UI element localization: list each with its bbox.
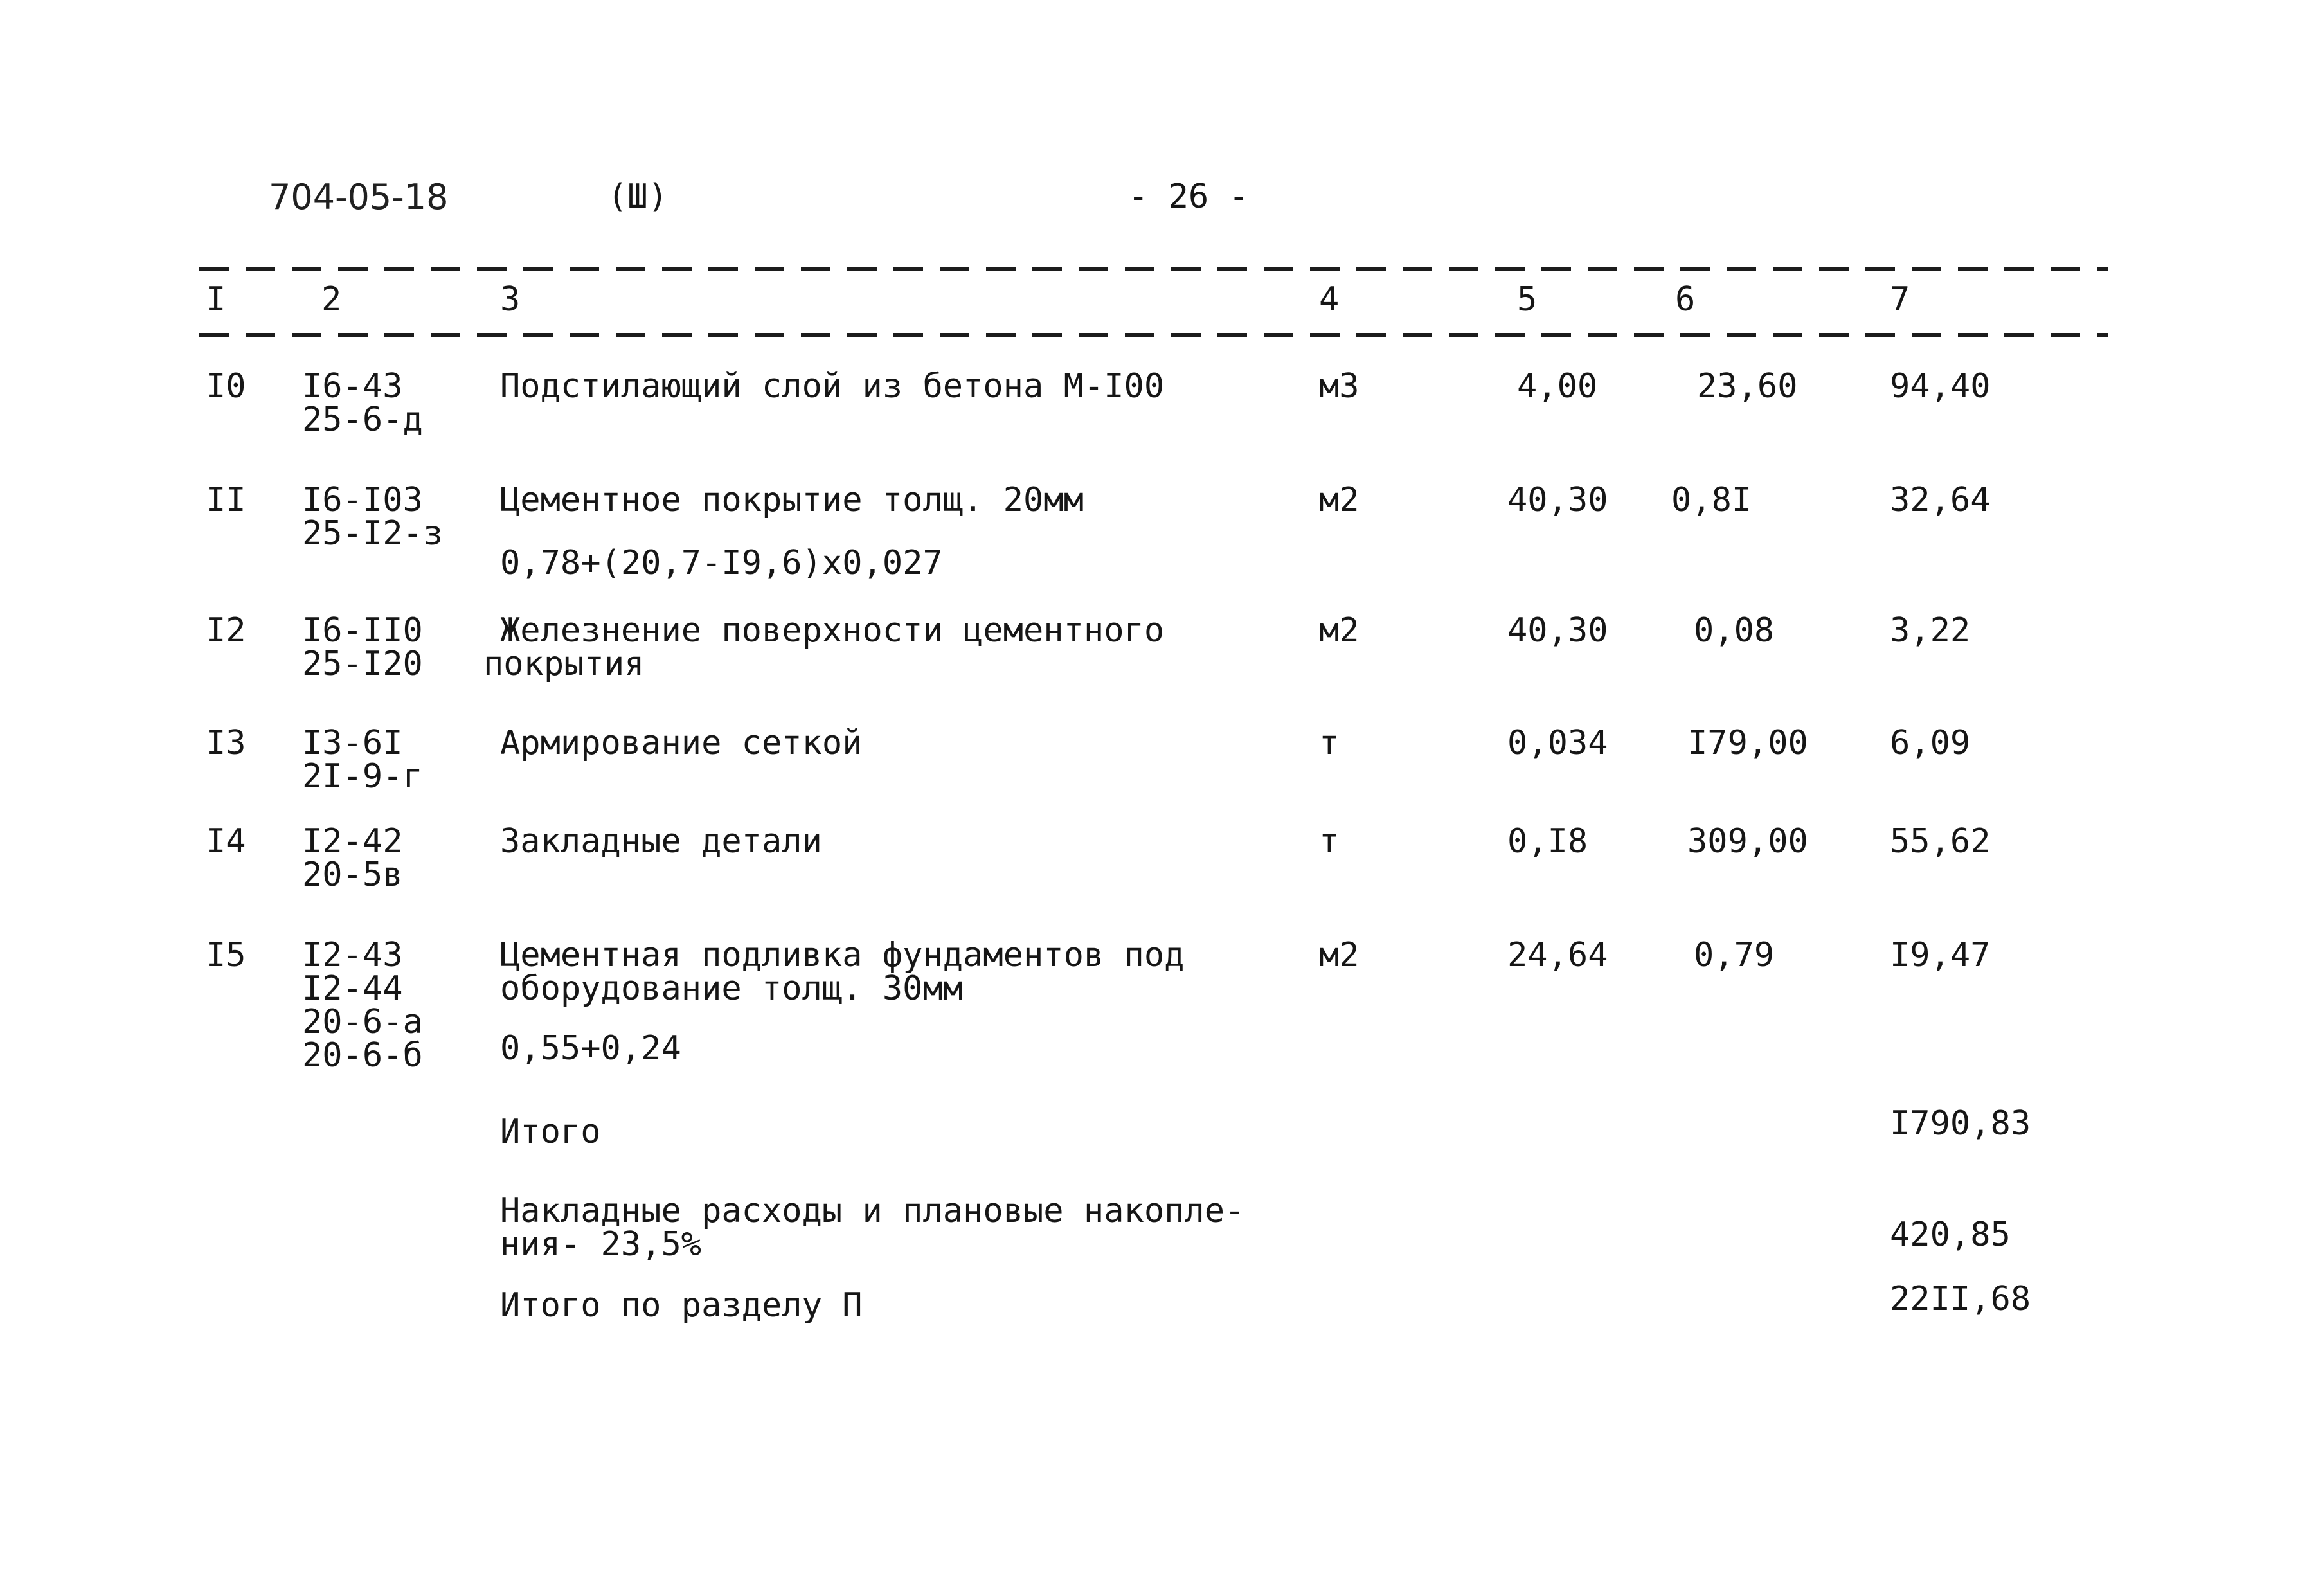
unit: м3 (1319, 367, 1360, 406)
work-description (500, 938, 1304, 1009)
section-total-label: Итого по разделу П (500, 1286, 863, 1325)
row-number: I3 (206, 724, 246, 762)
overhead-value: 420,85 (1890, 1215, 2011, 1254)
unit-price: 0,79 (1694, 936, 1775, 974)
norm-code-line: 2I-9-г (302, 757, 423, 796)
quantity: 40,30 (1507, 611, 1608, 650)
quantity: 24,64 (1507, 936, 1608, 974)
column-header-6: 6 (1675, 280, 1696, 319)
norm-code-line: I3-6I (302, 724, 403, 762)
unit: т (1319, 724, 1340, 762)
work-description: Подстилающий слой из бетона М-I00 (500, 367, 1165, 406)
unit: м2 (1319, 481, 1360, 519)
document-code: 704-05-18 (269, 177, 449, 217)
total-cost: 6,09 (1890, 724, 1971, 762)
norm-code (302, 367, 495, 440)
overhead-label-line: Накладные расходы и плановые накопле- (500, 1192, 1245, 1230)
norm-code (302, 822, 495, 895)
price-calculation: 0,78+(20,7-I9,6)х0,027 (500, 544, 943, 582)
norm-code-line: I6-I03 (302, 481, 423, 519)
unit-price: 23,60 (1697, 367, 1798, 406)
quantity: 0,I8 (1507, 822, 1588, 861)
norm-code-line: I2-43 (302, 936, 403, 974)
norm-code (302, 726, 495, 797)
total-cost: I9,47 (1890, 936, 1991, 974)
unit-price: 309,00 (1687, 822, 1808, 861)
unit-price: 0,8I (1671, 481, 1752, 519)
work-description: Армирование сеткой (500, 724, 863, 762)
work-description-line: покрытия (483, 645, 645, 683)
unit: м2 (1319, 936, 1360, 974)
norm-code (302, 938, 495, 1077)
quantity: 4,00 (1517, 367, 1598, 406)
quantity: 0,034 (1507, 724, 1608, 762)
unit: м2 (1319, 611, 1360, 650)
row-number: I0 (206, 367, 246, 406)
row-number: I5 (206, 936, 246, 974)
work-description-line: Железнение поверхности цементного (500, 611, 1165, 650)
work-description (483, 611, 1287, 685)
total-cost: 3,22 (1890, 611, 1971, 650)
unit-price: I79,00 (1687, 724, 1808, 762)
total-cost: 94,40 (1890, 367, 1991, 406)
norm-code-line: I2-42 (302, 822, 403, 861)
column-header-1: I (206, 280, 226, 319)
table-header-bottom-rule (199, 333, 2108, 337)
norm-code (302, 483, 495, 554)
section-total-value: 22II,68 (1890, 1280, 2031, 1318)
row-number: I4 (206, 822, 246, 861)
work-description: Закладные детали (500, 822, 822, 861)
column-header-7: 7 (1890, 280, 1910, 319)
norm-code-line: I2-44 (302, 969, 403, 1008)
norm-code-line: 20-6-б (302, 1036, 423, 1075)
subtotal-value: I790,83 (1890, 1104, 2031, 1143)
total-cost: 55,62 (1890, 822, 1991, 861)
total-cost: 32,64 (1890, 481, 1991, 519)
norm-code-line: I6-43 (302, 367, 403, 406)
row-number: II (206, 481, 246, 519)
norm-code-line: 25-I20 (302, 645, 423, 683)
quantity: 40,30 (1507, 481, 1608, 519)
part-number: (Ш) (607, 177, 668, 216)
column-header-2: 2 (321, 280, 342, 319)
unit-price: 0,08 (1694, 611, 1775, 650)
table-header-top-rule (199, 267, 2108, 271)
norm-code (302, 611, 495, 685)
overhead-label-line: ния- 23,5% (500, 1225, 702, 1264)
column-header-5: 5 (1517, 280, 1538, 319)
norm-code-line: 20-5в (302, 856, 403, 894)
overhead-label (500, 1194, 1304, 1265)
price-calculation: 0,55+0,24 (500, 1029, 681, 1068)
norm-code-line: 25-I2-з (302, 514, 444, 553)
column-header-3: 3 (500, 280, 521, 319)
norm-code-line: I6-II0 (302, 611, 423, 650)
work-description-line: Цементная подливка фундаментов под (500, 936, 1185, 974)
subtotal-label: Итого (500, 1113, 601, 1151)
work-description-line: оборудование толщ. 30мм (500, 969, 964, 1008)
column-header-4: 4 (1319, 280, 1340, 319)
work-description: Цементное покрытие толщ. 20мм (500, 481, 1084, 519)
norm-code-line: 20-6-а (302, 1003, 423, 1041)
row-number: I2 (206, 611, 246, 650)
unit: т (1319, 822, 1340, 861)
page-number: - 26 - (1128, 177, 1249, 216)
norm-code-line: 25-6-д (302, 400, 423, 439)
